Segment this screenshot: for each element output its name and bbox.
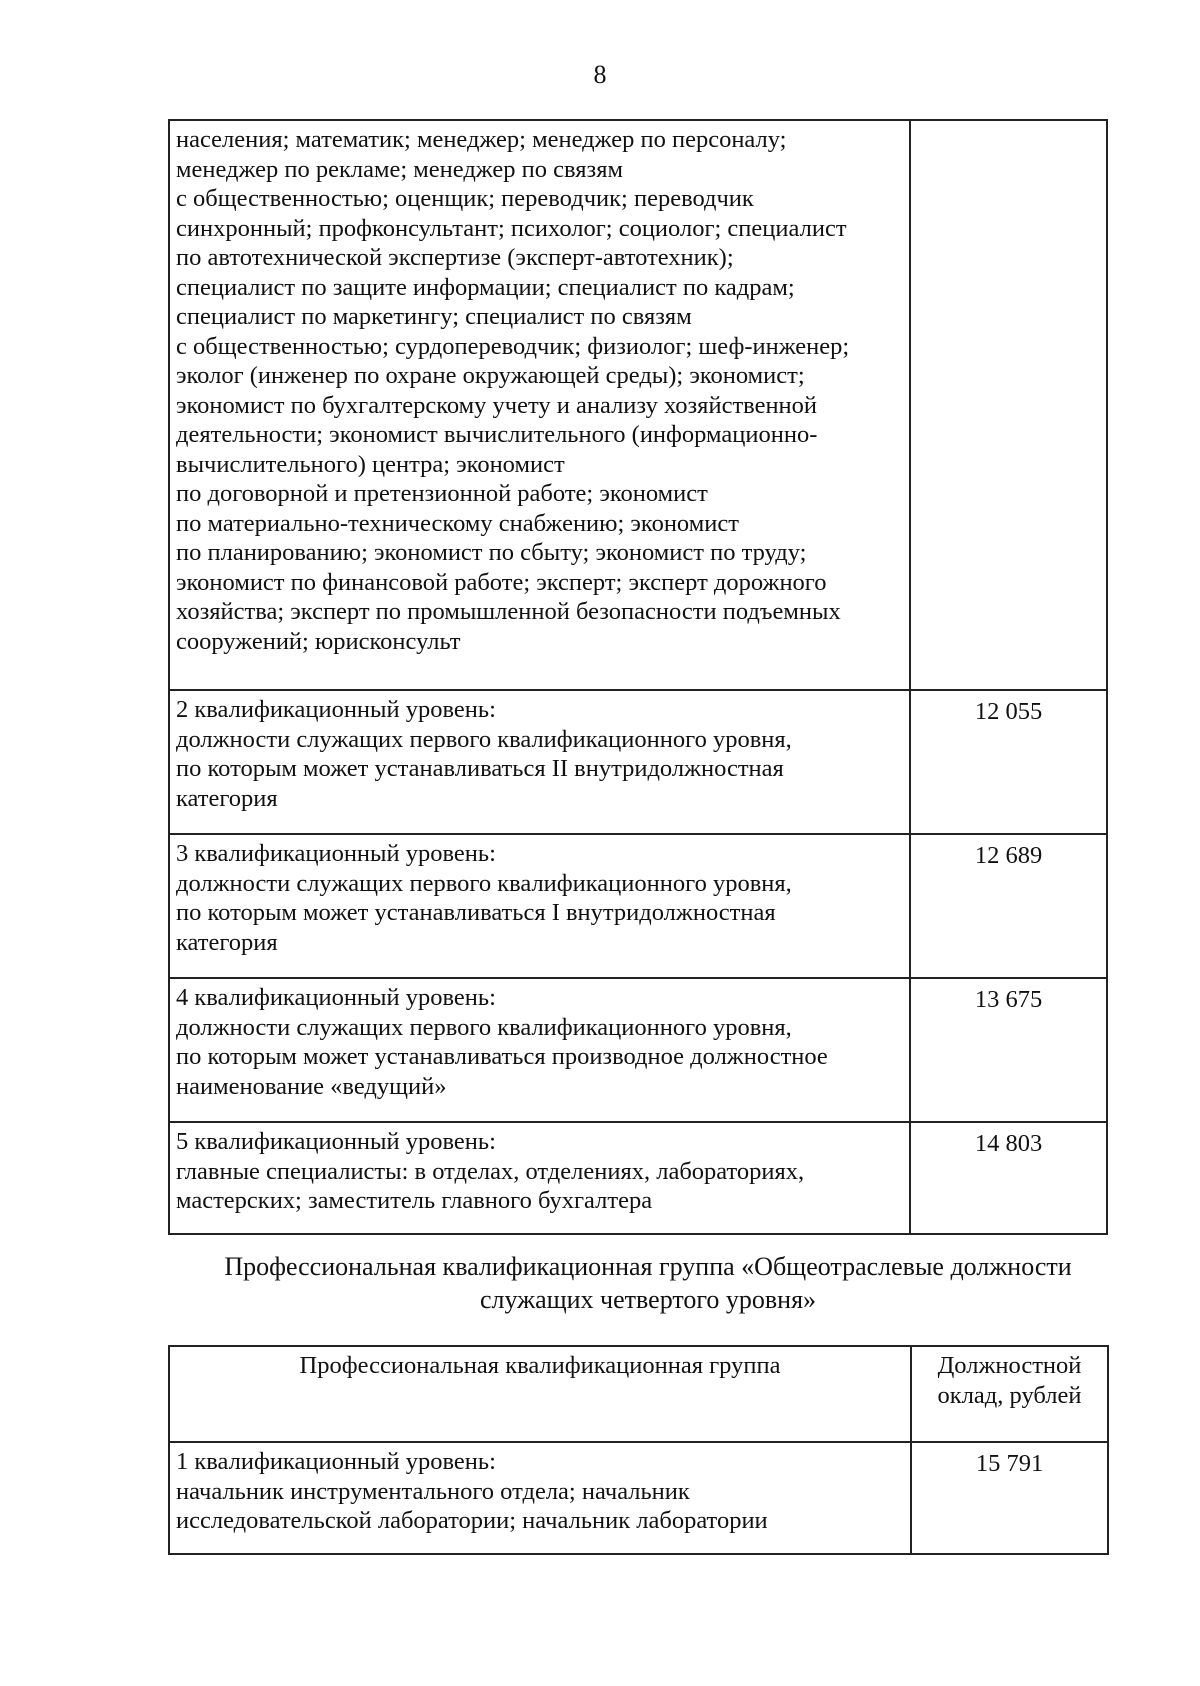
- table-row: [169, 120, 1107, 690]
- salary-value: 12 055: [910, 690, 1107, 834]
- column-header-salary: Должностной оклад, рублей: [911, 1346, 1108, 1442]
- qualification-description: 3 квалификационный уровень: должности служащих первого квалификационного уровня, по которым может устанавливаться I внутридолжностная категория: [169, 834, 910, 978]
- qualification-description: 5 квалификационный уровень: главные специалисты: в отделах, отделениях, лабораториях, мастерских; заместитель главного бухгалтера: [169, 1122, 910, 1234]
- salary-value: 14 803: [910, 1122, 1107, 1234]
- table-header-row: [169, 1346, 1108, 1442]
- section-heading: Профессиональная квалификационная группа «Общеотраслевые должности служащих четвертого уровня»: [224, 1252, 1072, 1314]
- table-row: [169, 978, 1107, 1122]
- table-row: [169, 1442, 1108, 1554]
- qualification-description: 2 квалификационный уровень: должности служащих первого квалификационного уровня, по которым может устанавливаться II внутридолжностная категория: [169, 690, 910, 834]
- qualification-description: населения; математик; менеджер; менеджер по персоналу; менеджер по рекламе; менеджер по связям с общественностью; оценщик; переводчик; переводчик синхронный; профконсультант; психолог; социолог; специалист по автотехнической экспертизе (эксперт-автотехник); специалист по защите информации; специалист по кадрам; специалист по маркетингу; специалист по связям с общественностью; сурдопереводчик; физиолог; шеф-инженер; эколог (инженер по охране окружающей среды); экономист; экономист по бухгалтерскому учету и анализу хозяйственной деятельности; экономист вычислительного (информационно- вычислительного) центра; экономист по договорной и претензионной работе; экономист по материально-техническому снабжению; экономист по планированию; экономист по сбыту; экономист по труду; экономист по финансовой работе; эксперт; эксперт дорожного хозяйства; эксперт по промышленной безопасности подъемных сооружений; юрисконсульт: [169, 120, 910, 690]
- page-number: 8: [593, 60, 607, 89]
- table-row: [169, 834, 1107, 978]
- salary-value: 12 689: [910, 834, 1107, 978]
- salary-value: [910, 120, 1107, 690]
- salary-table-fourth-level: [168, 1345, 1109, 1555]
- table-row: [169, 690, 1107, 834]
- qualification-description: 4 квалификационный уровень: должности служащих первого квалификационного уровня, по которым может устанавливаться производное должностное наименование «ведущий»: [169, 978, 910, 1122]
- table-row: [169, 1122, 1107, 1234]
- salary-table-third-level: [168, 119, 1108, 1235]
- qualification-description: 1 квалификационный уровень: начальник инструментального отдела; начальник исследовательской лаборатории; начальник лаборатории: [169, 1442, 911, 1554]
- column-header-group: Профессиональная квалификационная группа: [169, 1346, 911, 1442]
- salary-value: 15 791: [911, 1442, 1108, 1554]
- salary-value: 13 675: [910, 978, 1107, 1122]
